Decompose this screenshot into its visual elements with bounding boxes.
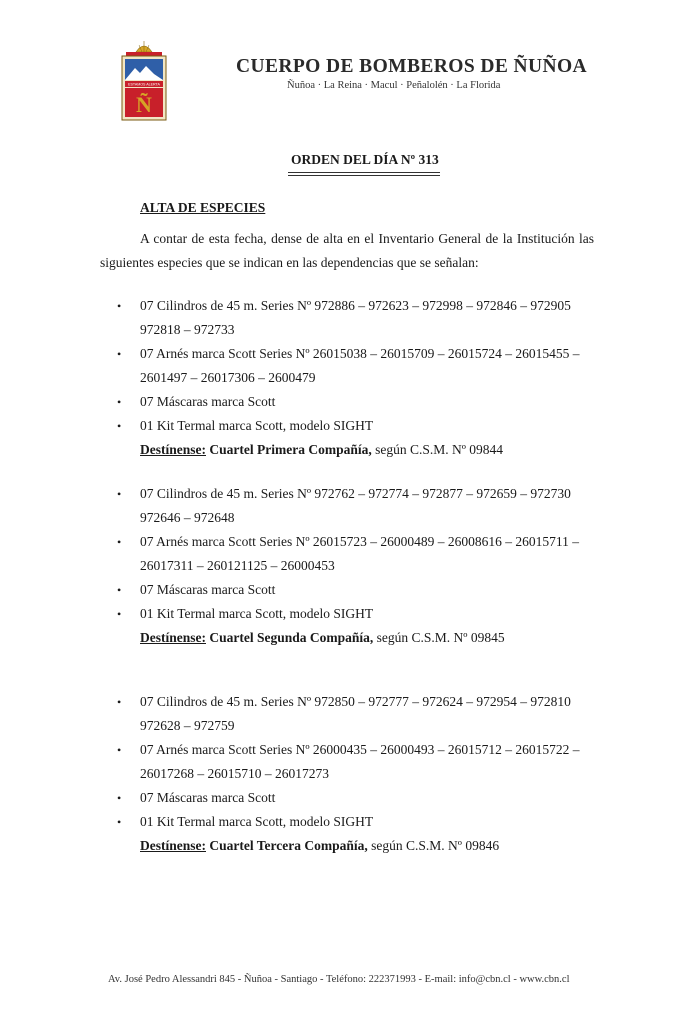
item-text: 07 Arnés marca Scott Series Nº 26000435 – 26000493 – 26015712 – 26015722 – 26017268 – 26015710 – 26017273 <box>140 742 580 781</box>
item-text: 07 Máscaras marca Scott <box>140 394 276 409</box>
destination-reference: según C.S.M. Nº 09844 <box>375 442 504 457</box>
item-text: 01 Kit Termal marca Scott, modelo SIGHT <box>140 418 374 433</box>
crest-letter: Ñ <box>136 92 152 117</box>
crest-top <box>126 41 162 56</box>
bullet-icon: • <box>117 607 122 621</box>
title-double-rule-bottom <box>288 175 440 176</box>
bullet-icon: • <box>117 395 122 409</box>
item-text: 07 Cilindros de 45 m. Series Nº 972886 – 972623 – 972998 – 972846 – 972905 972818 – 972733 <box>140 298 571 337</box>
intro-paragraph: A contar de esta fecha, dense de alta en el Inventario General de la Institución las siguientes especies que se indican en las dependencias que se señalan: <box>100 231 594 270</box>
destination-place: Cuartel Segunda Compañía, <box>209 630 374 645</box>
bullet-icon: • <box>117 791 122 805</box>
allocation-group-3 <box>0 690 680 858</box>
destination-reference: según C.S.M. Nº 09845 <box>376 630 505 645</box>
list-item <box>0 810 586 834</box>
item-text: 01 Kit Termal marca Scott, modelo SIGHT <box>140 814 374 829</box>
destination-place: Cuartel Primera Compañía, <box>209 442 372 457</box>
allocation-group-1 <box>0 294 680 462</box>
list-item <box>0 414 586 438</box>
list-item <box>0 530 586 578</box>
list-item <box>0 482 586 530</box>
item-text: 07 Arnés marca Scott Series Nº 26015038 – 26015709 – 26015724 – 26015455 – 2601497 – 26017306 – 2600479 <box>140 346 580 385</box>
destination-reference: según C.S.M. Nº 09846 <box>371 838 500 853</box>
bullet-icon: • <box>117 347 122 361</box>
destination-label: Destínense: <box>140 630 206 645</box>
bullet-icon: • <box>117 299 122 313</box>
bullet-icon: • <box>117 695 122 709</box>
footer-address: Av. José Pedro Alessandri 845 - Ñuñoa - Santiago - Teléfono: 222371993 - E-mail: info@cbn.cl - www.cbn.cl <box>108 974 570 985</box>
destination-line <box>0 626 680 650</box>
item-text: 07 Cilindros de 45 m. Series Nº 972762 – 972774 – 972877 – 972659 – 972730 972646 – 972648 <box>140 486 571 525</box>
list-item <box>0 390 586 414</box>
list-item <box>0 578 586 602</box>
bullet-icon: • <box>117 743 122 757</box>
list-item <box>0 294 586 342</box>
bullet-icon: • <box>117 419 122 433</box>
list-item <box>0 602 586 626</box>
section-title: ALTA DE ESPECIES <box>140 200 266 215</box>
item-text: 07 Cilindros de 45 m. Series Nº 972850 – 972777 – 972624 – 972954 – 972810 972628 – 972759 <box>140 694 571 733</box>
bullet-icon: • <box>117 583 122 597</box>
list-item <box>0 786 586 810</box>
crest-logo <box>116 38 172 128</box>
destination-line <box>0 834 680 858</box>
list-item <box>0 690 586 738</box>
crest-motto: ESTAMOS ALERTA <box>128 82 160 87</box>
bullet-icon: • <box>117 487 122 501</box>
destination-line <box>0 438 680 462</box>
org-subtitle: Ñuñoa · La Reina · Macul · Peñalolén · La Florida <box>287 80 501 91</box>
destination-label: Destínense: <box>140 442 206 457</box>
order-title: ORDEN DEL DÍA Nº 313 <box>291 152 439 167</box>
item-text: 07 Máscaras marca Scott <box>140 790 276 805</box>
destination-label: Destínense: <box>140 838 206 853</box>
org-name: CUERPO DE BOMBEROS DE ÑUÑOA <box>236 56 587 77</box>
item-text: 01 Kit Termal marca Scott, modelo SIGHT <box>140 606 374 621</box>
item-text: 07 Arnés marca Scott Series Nº 26015723 – 26000489 – 26008616 – 26015711 – 26017311 – 260121125 – 26000453 <box>140 534 580 573</box>
item-text: 07 Máscaras marca Scott <box>140 582 276 597</box>
allocation-group-2 <box>0 482 680 650</box>
bullet-icon: • <box>117 815 122 829</box>
list-item <box>0 342 586 390</box>
destination-place: Cuartel Tercera Compañía, <box>209 838 368 853</box>
bullet-icon: • <box>117 535 122 549</box>
title-double-rule-top <box>288 172 440 173</box>
list-item <box>0 738 586 786</box>
